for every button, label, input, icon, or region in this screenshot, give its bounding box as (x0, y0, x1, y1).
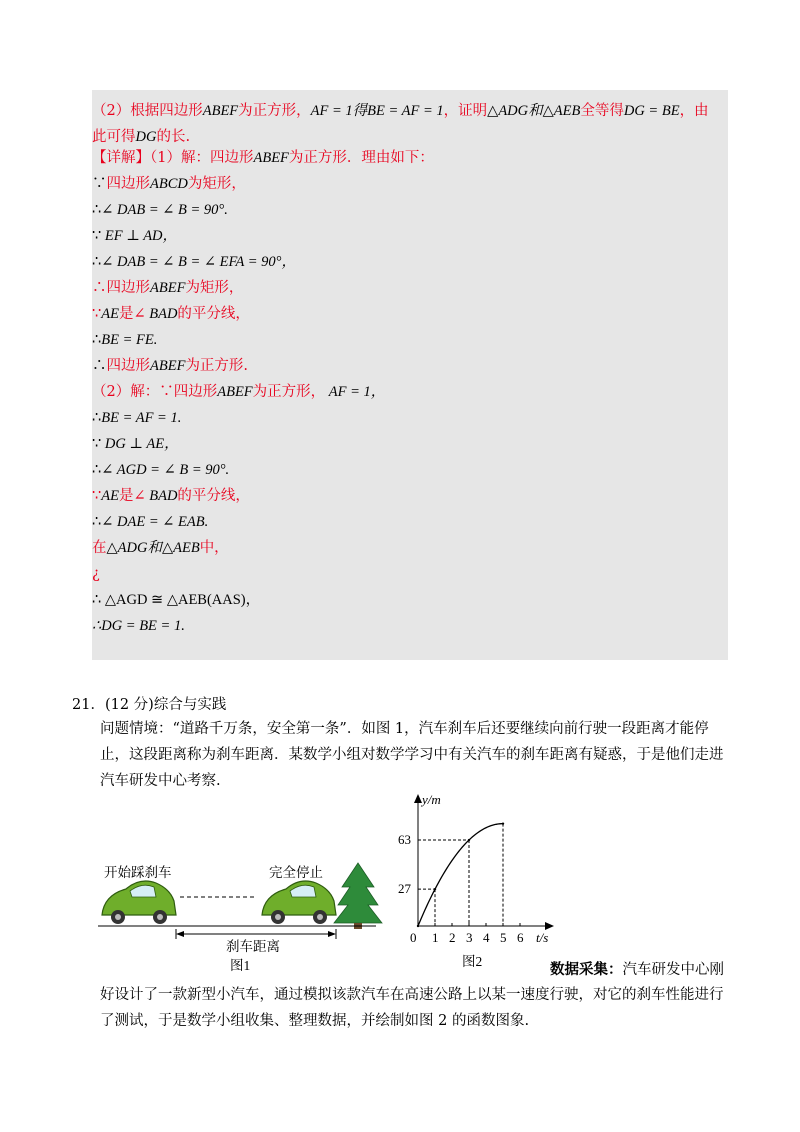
question-paragraph-2: 好设计了一款新型小汽车，通过模拟该款汽车在高速公路上以某一速度行驶，对它的刹车性能进行了测试，于是数学小组收集、整理数据，并绘制如图 2 的函数图象. (100, 987, 724, 1029)
proof-line: ∴四边形ABEF为矩形， (92, 280, 244, 296)
x-tick-label: 4 (483, 930, 490, 945)
final-line: ∴DG = BE = 1. (92, 618, 185, 634)
proof-line: ∵四边形ABCD为矩形， (92, 176, 246, 192)
fig2-caption: 图2 (462, 954, 483, 969)
y-tick-label: 63 (398, 832, 411, 848)
question-number: 21．(12 分)综合与实践 (72, 697, 227, 713)
solution-panel (92, 90, 728, 660)
data-point (502, 822, 504, 824)
car-icon (102, 881, 176, 924)
data-point (434, 888, 436, 890)
car-icon (262, 881, 336, 924)
y-axis-arrow (414, 794, 422, 803)
proof-line: ∵ EF ⊥ AD， (92, 228, 178, 244)
fig1-distance-label: 刹车距离 (226, 939, 280, 954)
fig1-caption: 图1 (230, 958, 251, 973)
x-axis-arrow (545, 922, 554, 930)
part2-hint: （2）根据四边形ABEF为正方形，AF = 1得BE = AF = 1，证明△ADG和△AEB全等得DG = BE，由 此可得DG的长. (92, 103, 709, 145)
proof-line: ∵AE是∠ BAD的平分线， (92, 306, 250, 322)
detail-heading: 【详解】（1）解：四边形ABEF为正方形．理由如下： (92, 150, 434, 166)
data-collection-line: 数据采集：汽车研发中心刚 (550, 962, 724, 978)
y-tick-label: 27 (398, 881, 411, 897)
proof-line: ∵AE是∠ BAD的平分线， (92, 488, 250, 504)
figure-2-chart (390, 790, 560, 970)
fig1-stop-label: 完全停止 (269, 865, 323, 880)
proof-line: ∵ DG ⊥ AE， (92, 436, 179, 452)
series-line (418, 824, 503, 926)
x-tick-label: 3 (466, 930, 473, 945)
figure-1 (96, 855, 386, 975)
part2-heading: （2）解：∵四边形ABEF为正方形， AF = 1， (92, 384, 386, 400)
x-tick-label: 5 (500, 930, 507, 945)
proof-line: ∴∠ DAE = ∠ EAB. (92, 514, 209, 530)
data-point (417, 925, 419, 927)
x-axis-label: t/s (536, 930, 549, 945)
proof-line: ∴BE = AF = 1. (92, 410, 182, 426)
fig1-start-label: 开始踩刹车 (104, 865, 172, 880)
proof-line: ∴BE = FE. (92, 332, 158, 348)
data-point (468, 839, 470, 841)
question-paragraph-1: 问题情境：“道路千万条，安全第一条”．如图 1，汽车刹车后还要继续向前行驶一段距离才能停止，这段距离称为刹车距离．某数学小组对数学学习中有关汽车的刹车距离有疑惑，于是他们走进汽车研发中心考察. (100, 721, 724, 789)
in-triangles-line: 在△ADG和△AEB中， (92, 540, 229, 556)
congruent-line: ∴ △AGD ≅ △AEB(AAS)， (92, 592, 261, 608)
y-axis-label: y/m (422, 792, 441, 807)
proof-line: ∴∠ DAB = ∠ B = 90°. (92, 202, 228, 218)
proof-line: ∴∠ AGD = ∠ B = 90°. (92, 462, 230, 478)
x-tick-label: 0 (410, 930, 417, 945)
proof-line: ∴∠ DAB = ∠ B = ∠ EFA = 90°， (92, 254, 296, 270)
proof-line: ∴四边形ABEF为正方形. (92, 358, 249, 374)
x-tick-label: 6 (517, 930, 524, 945)
brace-glyph: ¿ (92, 566, 100, 582)
tree-icon (334, 863, 382, 929)
x-tick-label: 2 (449, 930, 456, 945)
x-tick-label: 1 (432, 930, 439, 945)
